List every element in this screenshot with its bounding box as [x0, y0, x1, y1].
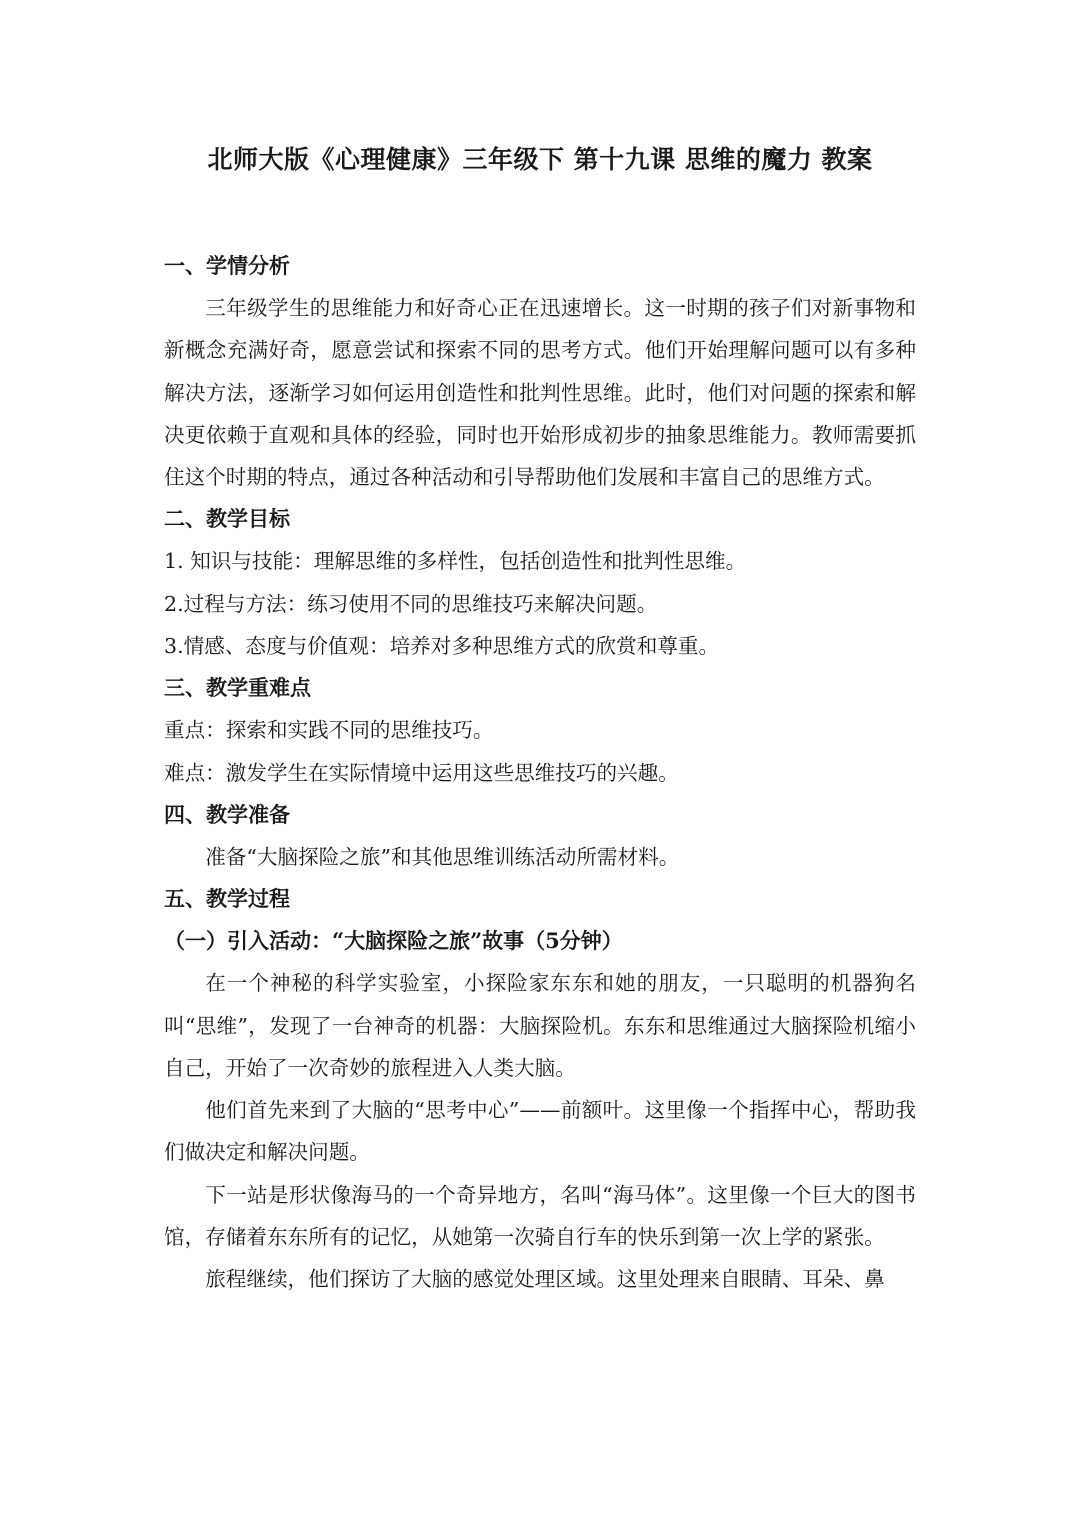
- section-heading-learning-analysis: 一、学情分析: [164, 253, 290, 278]
- section-heading-teaching-goals: 二、教学目标: [164, 506, 290, 532]
- learning-analysis-paragraph: 三年级学生的思维能力和好奇心正在迅速增长。这一时期的孩子们对新事物和新概念充满好奇，愿意尝试和探索不同的思考方式。他们开始理解问题可以有多种解决方法，逐渐学习如何运用创造性和批判性思维。此时，他们对问题的探索和解决更依赖于直观和具体的经验，同时也开始形成初步的抽象思维能力。教师需要抓住这个时期的特点，通过各种活动和引导帮助他们发展和丰富自己的思维方式。: [164, 296, 916, 490]
- key-point-item: 重点：探索和实践不同的思维技巧。: [164, 718, 494, 743]
- difficulty-item: 难点：激发学生在实际情境中运用这些思维技巧的兴趣。: [164, 760, 679, 785]
- preparation-paragraph: 准备“大脑探险之旅”和其他思维训练活动所需材料。: [205, 844, 680, 869]
- section-heading-teaching-process: 五、教学过程: [164, 886, 290, 912]
- story-paragraph: 在一个神秘的科学实验室，小探险家东东和她的朋友，一只聪明的机器狗名叫“思维”，发现了一台神奇的机器：大脑探险机。东东和思维通过大脑探险机缩小自己，开始了一次奇妙的旅程进入人类大脑。: [164, 971, 916, 1080]
- teaching-goal-item: 2.过程与方法：练习使用不同的思维技巧来解决问题。: [164, 591, 658, 616]
- story-paragraph: 旅程继续，他们探访了大脑的感觉处理区域。这里处理来自眼睛、耳朵、鼻: [205, 1267, 885, 1292]
- teaching-goal-item: 1. 知识与技能：理解思维的多样性，包括创造性和批判性思维。: [164, 549, 747, 574]
- document-title: 北师大版《心理健康》三年级下 第十九课 思维的魔力 教案: [207, 145, 873, 174]
- section-heading-key-difficulties: 三、教学重难点: [164, 675, 311, 701]
- teaching-goal-item: 3.情感、态度与价值观：培养对多种思维方式的欣赏和尊重。: [164, 634, 720, 659]
- section-heading-preparation: 四、教学准备: [164, 801, 290, 827]
- story-paragraph: 下一站是形状像海马的一个奇异地方，名叫“海马体”。这里像一个巨大的图书馆，存储着东东所有的记忆，从她第一次骑自行车的快乐到第一次上学的紧张。: [164, 1182, 916, 1250]
- document-body: [164, 245, 916, 1301]
- subsection-heading-intro-activity: （一）引入活动：“大脑探险之旅”故事（5分钟）: [164, 928, 623, 954]
- story-paragraph: 他们首先来到了大脑的“思考中心”——前额叶。这里像一个指挥中心，帮助我们做决定和解决问题。: [164, 1098, 916, 1165]
